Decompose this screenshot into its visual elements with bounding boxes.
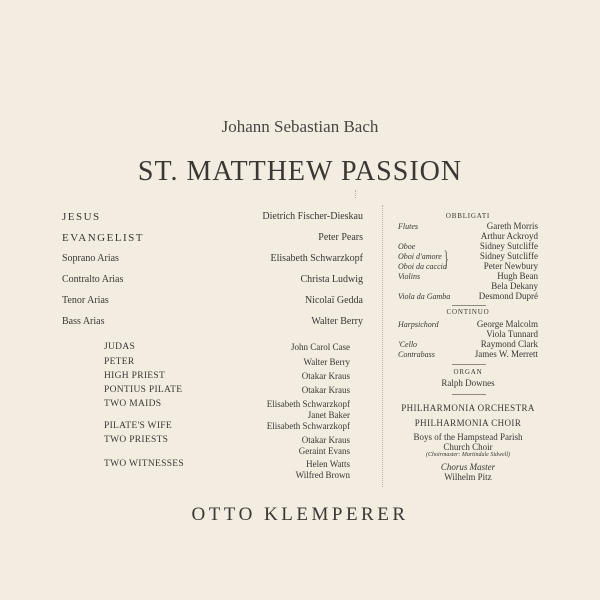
player-name: Hugh Bean xyxy=(497,271,538,281)
player-name: Bela Dekany xyxy=(491,281,538,291)
brace-symbol: } xyxy=(443,246,449,271)
minor-singer: Wilfred Brown xyxy=(295,470,350,480)
minor-singer: Otakar Kraus xyxy=(301,435,350,445)
minor-role: HIGH PRIEST xyxy=(104,371,166,381)
section-rule xyxy=(452,364,486,365)
boys-choir-line: Boys of the Hampstead Parish xyxy=(413,432,523,442)
minor-singer: Otakar Kraus xyxy=(301,371,350,381)
main-role: Bass Arias xyxy=(62,316,105,327)
choir-name: PHILHARMONIA CHOIR xyxy=(414,418,522,428)
instrument-label: Harpsichord xyxy=(398,320,439,329)
chorus-master-name: Wilhelm Pitz xyxy=(444,472,492,482)
player-name: Arthur Ackroyd xyxy=(480,231,538,241)
instrument-label: Violins xyxy=(398,272,421,281)
minor-role: PONTIUS PILATE xyxy=(104,385,183,395)
player-name: James W. Merrett xyxy=(474,349,538,359)
main-role: EVANGELIST xyxy=(62,232,145,244)
boys-choir-line: Church Choir xyxy=(443,442,493,452)
continuo-heading: CONTINUO xyxy=(446,308,490,316)
orchestra-name: PHILHARMONIA ORCHESTRA xyxy=(401,403,535,413)
minor-singer: Elisabeth Schwarzkopf xyxy=(266,421,350,431)
main-singer: Christa Ludwig xyxy=(300,274,363,285)
chorus-master-label: Chorus Master xyxy=(440,462,496,472)
minor-role: TWO WITNESSES xyxy=(104,459,184,469)
minor-singer: John Carol Case xyxy=(291,342,350,352)
center-tick xyxy=(355,190,356,198)
organ-heading: ORGAN xyxy=(453,368,483,376)
section-rule xyxy=(452,305,486,306)
minor-singer: Walter Berry xyxy=(303,357,350,367)
minor-singer: Elisabeth Schwarzkopf xyxy=(266,399,350,409)
minor-role: PILATE'S WIFE xyxy=(104,421,172,431)
organ-player: Ralph Downes xyxy=(441,378,495,388)
instrument-label: Oboi d'amore xyxy=(398,252,442,261)
minor-role: PETER xyxy=(104,357,135,367)
composer-name: Johann Sebastian Bach xyxy=(221,117,379,136)
main-singer: Nicolaï Gedda xyxy=(304,295,363,306)
player-name: Raymond Clark xyxy=(480,339,538,349)
conductor-name: OTTO KLEMPERER xyxy=(191,504,409,525)
player-name: Sidney Sutcliffe xyxy=(479,251,538,261)
player-name: Desmond Dupré xyxy=(478,291,538,301)
main-singer: Peter Pears xyxy=(318,232,363,243)
section-rule xyxy=(452,394,486,395)
main-singer: Dietrich Fischer-Dieskau xyxy=(262,211,363,222)
instrument-label: Oboe xyxy=(398,242,416,251)
instrument-label: Viola da Gamba xyxy=(398,292,451,301)
instrument-label: Contrabass xyxy=(398,350,435,359)
minor-singer: Janet Baker xyxy=(307,410,350,420)
column-divider xyxy=(382,205,383,487)
minor-role: JUDAS xyxy=(104,342,136,352)
main-singer: Walter Berry xyxy=(311,316,363,327)
choirmaster-credit: (Choirmaster: Martindale Sidwell) xyxy=(426,452,510,458)
minor-singer: Otakar Kraus xyxy=(301,385,350,395)
player-name: Viola Tunnard xyxy=(486,329,538,339)
obbligati-heading: OBBLIGATI xyxy=(445,212,491,220)
player-name: Gareth Morris xyxy=(486,221,538,231)
player-name: George Malcolm xyxy=(476,319,538,329)
work-title: ST. MATTHEW PASSION xyxy=(137,156,463,187)
instrument-label: Flutes xyxy=(398,222,418,231)
minor-role: TWO PRIESTS xyxy=(104,435,169,445)
player-name: Peter Newbury xyxy=(483,261,538,271)
main-role: JESUS xyxy=(62,211,101,223)
minor-singer: Helen Watts xyxy=(306,459,350,469)
main-role: Soprano Arias xyxy=(62,253,119,264)
instrument-label: Oboi da caccia xyxy=(398,262,447,271)
main-singer: Elisabeth Schwarzkopf xyxy=(270,253,363,264)
minor-singer: Geraint Evans xyxy=(298,446,350,456)
player-name: Sidney Sutcliffe xyxy=(479,241,538,251)
instrument-label: 'Cello xyxy=(398,340,418,349)
minor-role: TWO MAIDS xyxy=(104,399,162,409)
main-role: Tenor Arias xyxy=(62,295,109,306)
main-role: Contralto Arias xyxy=(62,274,124,285)
